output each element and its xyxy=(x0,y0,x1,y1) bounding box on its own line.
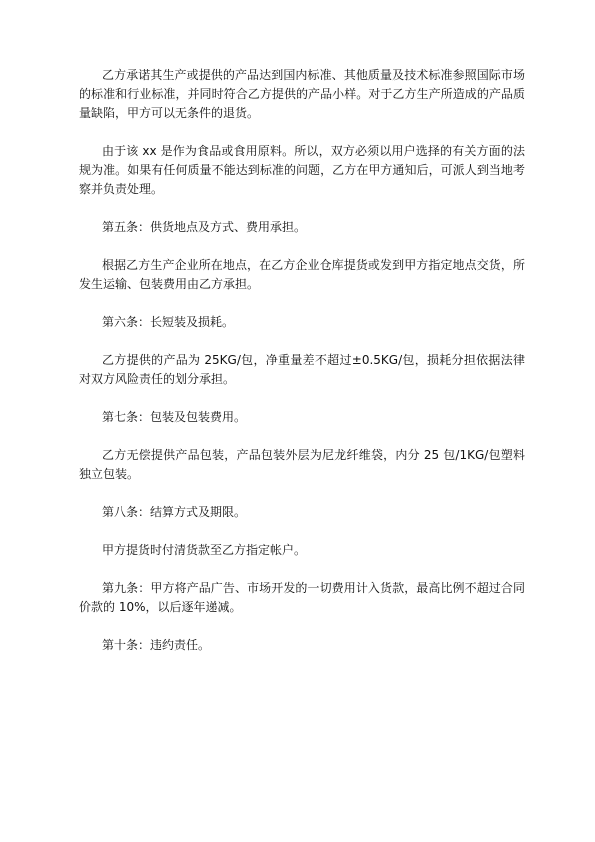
clause-7-heading: 第七条：包装及包装费用。 xyxy=(102,410,247,424)
clause-8-heading: 第八条：结算方式及期限。 xyxy=(102,505,247,519)
clause-5-heading: 第五条：供货地点及方式、费用承担。 xyxy=(102,220,307,234)
paragraph-weight-tolerance: 乙方提供的产品为 25KG/包，净重量差不超过±0.5KG/包，损耗分担依据法律对双方风险责任的划分承担。 xyxy=(79,353,525,386)
paragraph-packaging: 乙方无偿提供产品包装，产品包装外层为尼龙纤维袋，内分 25 包/1KG/包塑料独立包装。 xyxy=(79,448,525,481)
document-body xyxy=(79,66,525,674)
paragraph-quality-commitment: 乙方承诺其生产或提供的产品达到国内标准、其他质量及技术标准参照国际市场的标准和行业标准，并同时符合乙方提供的产品小样。对于乙方生产所造成的产品质量缺陷，甲方可以无条件的退货。 xyxy=(79,68,525,120)
clause-10-heading: 第十条：违约责任。 xyxy=(102,638,211,652)
paragraph-delivery-location: 根据乙方生产企业所在地点，在乙方企业仓库提货或发到甲方指定地点交货，所发生运输、包装费用由乙方承担。 xyxy=(79,258,525,291)
paragraph-food-regulation: 由于该 xx 是作为食品或食用原料。所以，双方必须以用户选择的有关方面的法规为准。如果有任何质量不能达到标准的问题，乙方在甲方通知后，可派人到当地考察并负责处理。 xyxy=(79,144,525,196)
clause-6-heading: 第六条：长短装及损耗。 xyxy=(102,315,235,329)
clause-9-paragraph: 第九条：甲方将产品广告、市场开发的一切费用计入货款，最高比例不超过合同价款的 10%，以后逐年递减。 xyxy=(79,581,525,614)
paragraph-settlement: 甲方提货时付清货款至乙方指定帐户。 xyxy=(102,543,307,557)
